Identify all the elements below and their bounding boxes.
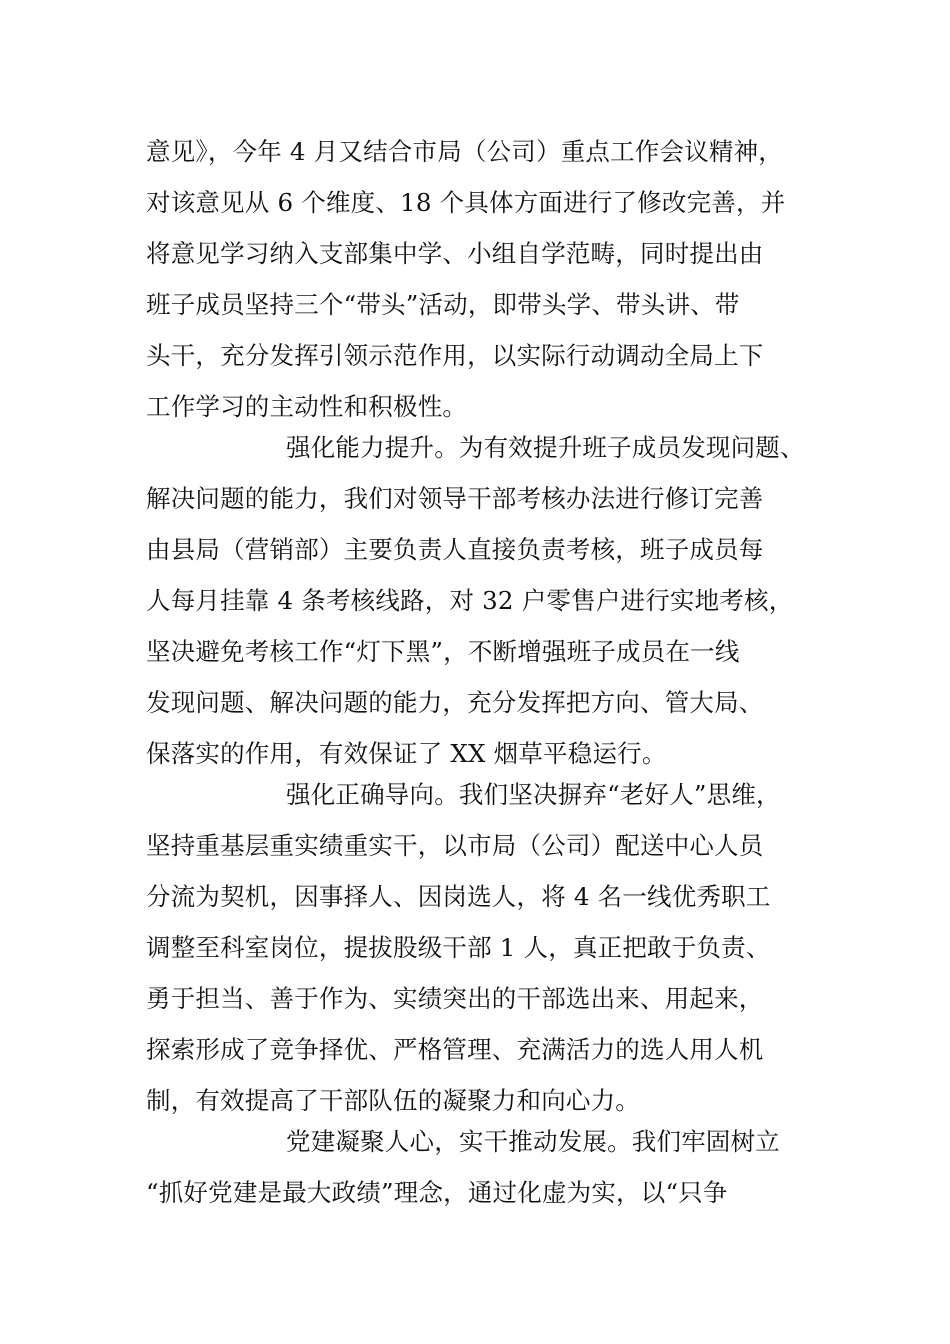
text-line: 制，有效提高了干部队伍的凝聚力和向心力。 bbox=[146, 1086, 640, 1115]
text-line: 坚持重基层重实绩重实干，以市局（公司）配送中心人员 bbox=[146, 831, 764, 860]
text-line: 头干，充分发挥引领示范作用，以实际行动调动全局上下 bbox=[146, 341, 764, 370]
text-line: 分流为契机，因事择人、因岗选人，将 4 名一线优秀职工 bbox=[146, 882, 771, 911]
text-line: 意见》，今年 4 月又结合市局（公司）重点工作会议精神， bbox=[146, 137, 784, 166]
paragraph-heading-line: 强化正确导向。我们坚决摒弃“老好人”思维， bbox=[286, 780, 781, 809]
text-line: 调整至科室岗位，提拔股级干部 1 人，真正把敢于负责、 bbox=[146, 933, 771, 962]
text-line: 保落实的作用，有效保证了 XX 烟草平稳运行。 bbox=[146, 739, 667, 768]
text-line: 解决问题的能力，我们对领导干部考核办法进行修订完善 bbox=[146, 484, 764, 513]
text-line: 班子成员坚持三个“带头”活动，即带头学、带头讲、带 bbox=[146, 290, 740, 319]
text-line: 勇于担当、善于作为、实绩突出的干部选出来、用起来， bbox=[146, 984, 764, 1013]
text-line: 坚决避免考核工作“灯下黑”，不断增强班子成员在一线 bbox=[146, 637, 740, 666]
paragraph-heading-line: 强化能力提升。为有效提升班子成员发现问题、 bbox=[286, 433, 805, 462]
text-line: “抓好党建是最大政绩”理念，通过化虚为实，以“只争 bbox=[146, 1178, 728, 1207]
text-line: 由县局（营销部）主要负责人直接负责考核，班子成员每 bbox=[146, 535, 764, 564]
text-line: 人每月挂靠 4 条考核线路，对 32 户零售户进行实地考核， bbox=[146, 586, 794, 615]
text-line: 对该意见从 6 个维度、18 个具体方面进行了修改完善，并 bbox=[146, 188, 786, 217]
text-line: 发现问题、解决问题的能力，充分发挥把方向、管大局、 bbox=[146, 688, 764, 717]
text-line: 探索形成了竞争择优、严格管理、充满活力的选人用人机 bbox=[146, 1035, 764, 1064]
text-line: 工作学习的主动性和积极性。 bbox=[146, 392, 468, 421]
text-line: 将意见学习纳入支部集中学、小组自学范畴，同时提出由 bbox=[146, 239, 764, 268]
paragraph-heading-line: 党建凝聚人心，实干推动发展。我们牢固树立 bbox=[286, 1127, 780, 1156]
